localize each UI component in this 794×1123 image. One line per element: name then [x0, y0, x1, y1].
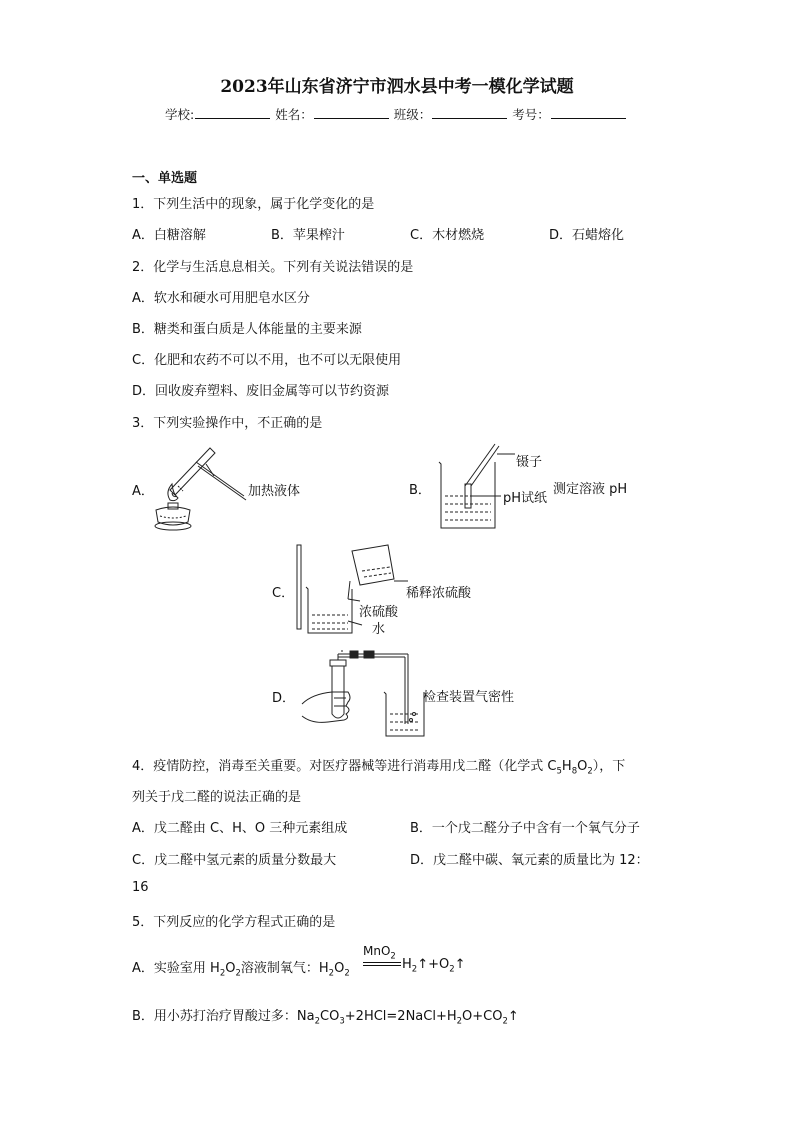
section-heading: 一、单选题	[132, 171, 198, 186]
q3-b-paper-label: pH试纸	[503, 491, 548, 506]
catalyst-label: MnO$_2$	[363, 944, 396, 962]
class-blank	[432, 106, 507, 119]
exam-number-blank	[551, 106, 626, 119]
reaction-arrow-line-2	[363, 965, 401, 966]
q3-option-a-label: 加热液体	[248, 484, 301, 499]
q4-stem-post: ），下	[592, 759, 626, 774]
q3-b-tweezers-label: 镊子	[516, 455, 543, 470]
q4-mid-2: O	[577, 759, 588, 774]
q5-option-a-lhs: A．实验室用 $H_2O_2$溶液制氧气：$H_2O_2$	[132, 961, 350, 979]
question-2-stem: 2．化学与生活息息相关。下列有关说法错误的是	[132, 260, 414, 275]
reaction-arrow-line	[363, 962, 401, 963]
q3-option-a-letter: A．	[132, 484, 154, 499]
q4-option-b: B．一个戊二醛分子中含有一个氧气分子	[410, 821, 640, 836]
q4-sub-1: 5	[556, 766, 562, 777]
question-5-stem: 5．下列反应的化学方程式正确的是	[132, 915, 336, 930]
q2-option-b: B．糖类和蛋白质是人体能量的主要来源	[132, 322, 362, 337]
exam-number-label: 考号：	[512, 107, 550, 122]
q3-option-b-label: 测定溶液 pH	[553, 482, 628, 497]
question-3-stem: 3．下列实验操作中，不正确的是	[132, 416, 323, 431]
q4-sub-2: 8	[571, 766, 578, 777]
q5-option-a-rhs: $H_2↑+O_2↑$	[402, 957, 466, 975]
airtightness-check-illustration	[298, 648, 428, 738]
school-blank	[195, 106, 270, 119]
q5-option-b: B．用小苏打治疗胃酸过多：$Na_2CO_3+2HCl=2NaCl+H_2O+CO_2↑$	[132, 1009, 519, 1027]
class-label: 班级：	[393, 107, 432, 122]
q4-mid-1: H	[561, 759, 572, 774]
question-1-stem: 1．下列生活中的现象，属于化学变化的是	[132, 197, 375, 212]
q1-option-b: B．苹果榨汁	[271, 228, 345, 243]
name-label: 姓名：	[275, 107, 313, 122]
school-label: 学校:	[165, 107, 195, 122]
q4-option-d: D．戊二醛中碳、氧元素的质量比为 12：	[410, 853, 649, 868]
q3-option-d-letter: D．	[272, 691, 296, 706]
q4-option-d-wrap: 16	[132, 880, 149, 895]
q2-option-a: A．软水和硬水可用肥皂水区分	[132, 291, 310, 306]
q4-option-a: A．戊二醛由 C、H、O 三种元素组成	[132, 821, 348, 836]
q3-option-c-label: 稀释浓硫酸	[406, 586, 472, 601]
q3-option-b-letter: B．	[409, 483, 431, 498]
name-blank	[314, 106, 389, 119]
heating-liquid-illustration	[148, 440, 248, 532]
q3-option-c-letter: C．	[272, 586, 295, 601]
acid-dilution-illustration	[290, 543, 410, 638]
q1-option-c: C．木材燃烧	[410, 228, 485, 243]
q3-c-water-label: 水	[372, 622, 386, 637]
question-4-stem	[132, 755, 626, 777]
q1-option-d: D．石蜡熔化	[549, 228, 625, 243]
q2-option-c: C．化肥和农药不可以不用，也不可以无限使用	[132, 353, 402, 368]
page-title: 2023年山东省济宁市泗水县中考一模化学试题	[220, 77, 574, 97]
q2-option-d: D．回收废弃塑料、废旧金属等可以节约资源	[132, 384, 390, 399]
ph-measurement-illustration	[435, 440, 525, 532]
q4-option-c: C．戊二醛中氢元素的质量分数最大	[132, 853, 337, 868]
student-info-line	[165, 105, 627, 123]
q1-option-a: A．白糖溶解	[132, 228, 206, 243]
q4-stem-pre: 4．疫情防控，消毒至关重要。对医疗器械等进行消毒用戊二醛（化学式 C	[132, 759, 557, 774]
question-4-stem-line-2: 列关于戊二醛的说法正确的是	[132, 790, 302, 805]
q3-c-acid-label: 浓硫酸	[359, 605, 399, 620]
q4-sub-3: 2	[587, 766, 593, 777]
q3-option-d-label: 检查装置气密性	[423, 690, 515, 705]
